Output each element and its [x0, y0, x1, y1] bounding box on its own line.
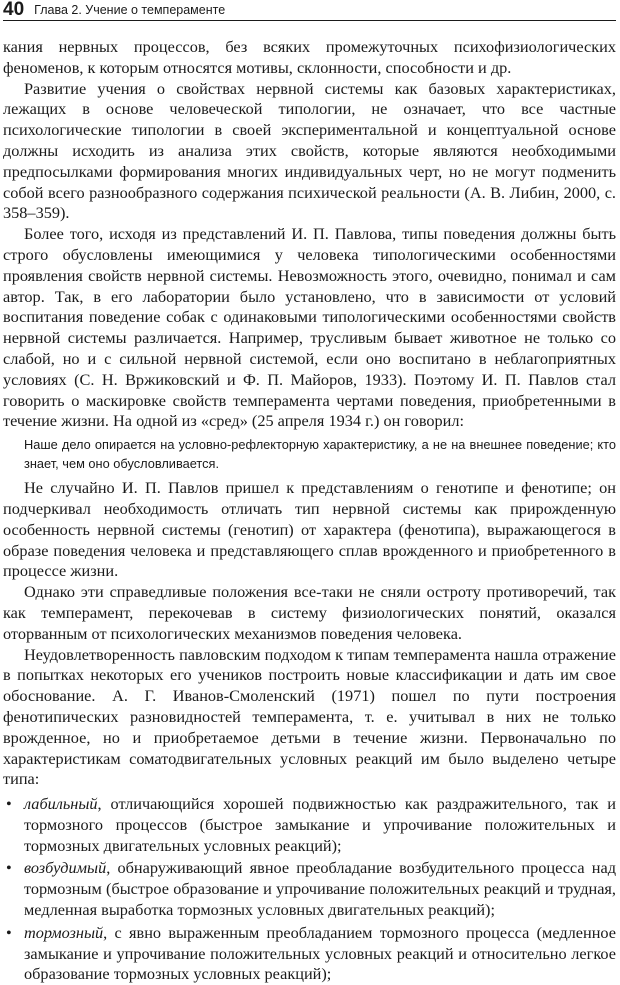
list-item-text: , отличающийся хорошей подвижностью как раздражительного, так и тормозного процессов (быстрое замыкание и упрочивание положительных и тормозных двигательных условных реакций); — [24, 794, 616, 855]
chapter-title: Глава 2. Учение о темпераменте — [34, 3, 226, 17]
paragraph: Развитие учения о свойствах нервной системы как базовых характеристиках, лежащих в основе человеческой типологии, не означает, что все частные психологические типологии в своей экспериментальной и концептуальной основе должны исходить из анализа этих свойств, которые являются необходимыми предпосылками формирования многих индивидуальных черт, но не могут подменить собой всего разнообразного содержания психической реальности (А. В. Либин, 2000, с. 358–359). — [3, 78, 616, 223]
list-item — [3, 858, 616, 920]
running-header — [3, 0, 616, 21]
temperament-types-list — [3, 794, 616, 985]
bullet-icon: • — [6, 794, 12, 814]
list-item — [3, 794, 616, 856]
bullet-icon: • — [6, 922, 12, 942]
paragraph: Более того, исходя из представлений И. П. Павлова, типы поведения должны быть строго обусловлены имеющимися у человека типологическими особенностями проявления свойств нервной системы. Невозможность этого, очевидно, понимал и сам автор. Так, в его лаборатории было установлено, что в зависимости от условий воспитания поведение собак с одинаковыми типологическими особенностями свойств нервной системы различается. Например, трусливым бывает животное не только со слабой, но и с сильной нервной системой, если оно воспитано в неблагоприятных условиях (С. Н. Вржиковский и Ф. П. Майоров, 1933). Поэтому И. П. Павлов стал говорить о маскировке свойств темперамента чертами поведения, приобретенными в течение жизни. На одной из «сред» (25 апреля 1934 г.) он говорил: — [3, 224, 616, 431]
list-item-term: возбудимый — [24, 858, 107, 878]
list-item-text: , с явно выраженным преобладанием тормозного процесса (медленное замыкание и упрочивание положительных условных реакций и относительно легкое образование тормозных условных реакций); — [24, 922, 616, 984]
list-item — [3, 923, 616, 985]
block-quote: Наше дело опирается на условно-рефлекторную характеристику, а не на внешнее поведение; кто знает, чем оно обусловливается. — [24, 437, 616, 472]
body-text — [3, 37, 616, 985]
paragraph: Однако эти справедливые положения все-таки не сняли остроту противоречий, так как темперамент, перекочевав в систему физиологических понятий, оказался оторванным от психологических механизмов поведения человека. — [3, 582, 616, 643]
bullet-icon: • — [6, 858, 12, 878]
paragraph: Неудовлетворенность павловским подходом к типам темперамента нашла отражение в попытках некоторых его учеников построить новые классификации и дать им свое обоснование. А. Г. Иванов-Смоленский (1971) пошел по пути построения фенотипических разновидностей темперамента, т. е. учитывал в них не только врожденное, но и приобретаемое детьми в течение жизни. Первоначально по характеристикам соматодвигательных условных реакций им было выделено четыре типа: — [3, 644, 616, 789]
list-item-term: тормозный — [24, 922, 104, 942]
paragraph-continued: кания нервных процессов, без всяких промежуточных психофизиологических феноменов, к которым относятся мотивы, склонности, способности и др. — [3, 37, 616, 77]
list-item-term: лабильный — [24, 794, 98, 814]
page-number: 40 — [3, 0, 25, 20]
list-item-text: , обнаруживающий явное преобладание возбудительного процесса над тормозным (быстрое образование и упрочивание положительных реакций и трудная, медленная выработка тормозных условных двигательных реакций); — [24, 858, 616, 920]
paragraph: Не случайно И. П. Павлов пришел к представлениям о генотипе и фенотипе; он подчеркивал необходимость отличать тип нервной системы как прирожденную особенность нервной системы (генотип) от характера (фенотипа), выражающегося в образе поведения человека и представляющего сплав врожденного и приобретенного в процессе жизни. — [3, 478, 616, 581]
